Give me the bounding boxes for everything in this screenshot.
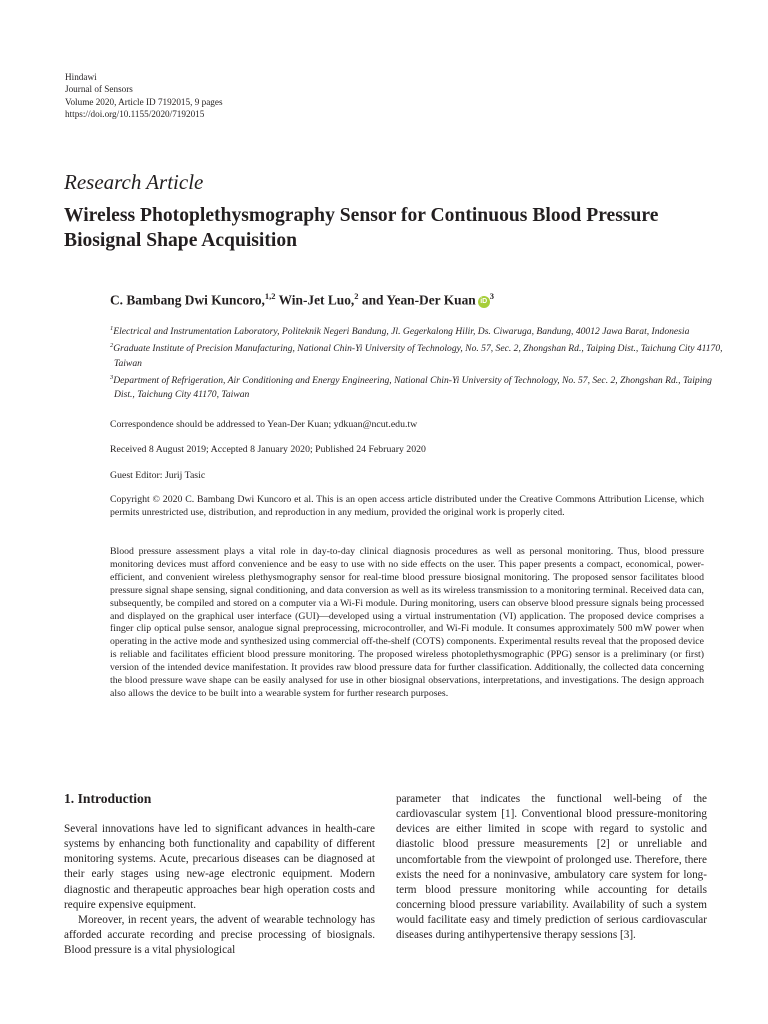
author-affil-ref: 1,2	[264, 291, 276, 301]
guest-editor: Guest Editor: Jurij Tasic	[110, 470, 206, 481]
affiliation-number: 1	[110, 325, 114, 332]
doi-link[interactable]: https://doi.org/10.1155/2020/7192015	[65, 108, 205, 119]
author-name: Win-Jet Luo,	[278, 292, 355, 308]
correspondence: Correspondence should be addressed to Yean-Der Kuan; ydkuan@ncut.edu.tw	[110, 419, 418, 430]
author-affil-ref: 3	[489, 291, 494, 301]
publication-dates: Received 8 August 2019; Accepted 8 January 2020; Published 24 February 2020	[110, 444, 426, 455]
journal-name: Journal of Sensors	[65, 84, 133, 95]
volume-line: Volume 2020, Article ID 7192015, 9 pages	[65, 96, 223, 107]
article-title: Wireless Photoplethysmography Sensor for Continuous Blood Pressure Biosignal Shape Acquisition	[64, 205, 659, 251]
affiliation-text: Electrical and Instrumentation Laboratory, Politeknik Negeri Bandung, Jl. Gegerkalong Hilir, Ds. Ciwaruga, Bandung, 40012 Jawa Barat, Indonesia	[113, 326, 690, 338]
author-name: and Yean-Der Kuan	[361, 292, 476, 308]
affiliation	[110, 322, 730, 339]
abstract: Blood pressure assessment plays a vital role in day-to-day clinical diagnosis procedures as well as personal monitoring. Thus, blood pressure monitoring devices must afford convenience and be easy to use with no side effects on the user. This paper presents a compact, economical, power-efficient, and convenient wireless plethysmography sensor for real-time blood pressure biosignal monitoring. The proposed sensor facilitates blood pressure signal shape sensing, signal conditioning, and data conversion as well as its wireless transmission to a monitoring terminal. Received data can, subsequently, be compiled and stored on a computer via a Wi-Fi module. During monitoring, users can observe blood pressure signals being processed and displayed on the graphical user interface (GUI)—developed using a virtual instrumentation (VI) application. The proposed device comprises a finger clip optical pulse sensor, analogue signal preprocessing, microcontroller, and Wi-Fi module. It consumes approximately 500 mW power when operating in the active mode and synthesized using commercial off-the-shelf (COTS) components. Experimental results reveal that the proposed device is reliable and facilitates efficient blood pressure monitoring. The proposed wireless photoplethysmographic (PPG) sensor is a preliminary (or first) version of the intended device manifestation. It provides raw blood pressure data for further classification. Additionally, the collected data concerning the blood pressure wave shape can be easily analysed for use in other biosignal observations, interpretations, and investigations. The design approach also allows the device to be built into a wearable system for further research purposes.	[110, 546, 704, 699]
affiliation-text: Graduate Institute of Precision Manufacturing, National Chin-Yi University of Technology, No. 57, Sec. 2, Zhongshan Rd., Taiping Dist., Taichung City 41170, Taiwan	[113, 343, 723, 369]
affiliations	[110, 322, 730, 403]
author-affil-ref: 2	[354, 291, 359, 301]
body-column-left	[64, 822, 375, 958]
copyright-notice: Copyright © 2020 C. Bambang Dwi Kuncoro et al. This is an open access article distributed under the Creative Commons Attribution License, which permits unrestricted use, distribution, and reproduction in any medium, provided the original work is properly cited.	[110, 494, 704, 519]
body-paragraph: parameter that indicates the functional well-being of the cardiovascular system [1]. Conventional blood pressure-monitoring devices are either limited in scope with regard to systolic and diastolic blood pressure measurements [2] or unreliable and uncomfortable from the viewpoint of prolonged use. Therefore, there exists the need for a noninvasive, ambulatory care system for long-term blood pressure monitoring while accounting for details concerning blood pressure variability. Availability of such a system would facilitate easy and timely prediction of serious cardiovascular diseases during antihypertensive therapy sessions [3].	[396, 793, 707, 942]
affiliation-number: 3	[110, 373, 114, 381]
author-name: C. Bambang Dwi Kuncoro,	[110, 292, 265, 308]
body-column-right	[396, 792, 707, 944]
affiliation	[110, 371, 730, 403]
author-list	[110, 291, 494, 308]
section-heading: 1. Introduction	[64, 791, 152, 806]
article-type: Research Article	[64, 170, 204, 194]
body-paragraph: Several innovations have led to significant advances in health-care systems by enhancing both functionality and capability of different monitoring systems. Acute, precarious diseases can be diagnosed at their early stages using new-age electronic equipment. Modern diagnostic and therapeutic approaches bear high operation costs and require expensive equipment.	[64, 823, 375, 911]
journal-meta	[65, 71, 223, 120]
publisher-name: Hindawi	[65, 72, 97, 82]
affiliation-text: Department of Refrigeration, Air Conditioning and Energy Engineering, National Chin-Yi University of Technology, No. 57, Sec. 2, Zhongshan Rd., Taiping Dist., Taichung City 41170, Taiwan	[113, 375, 712, 401]
affiliation-number: 2	[110, 342, 114, 350]
body-paragraph: Moreover, in recent years, the advent of wearable technology has afforded accurate recording and precise processing of biosignals. Blood pressure is a vital physiological	[64, 913, 375, 957]
orcid-icon[interactable]: iD	[478, 296, 490, 308]
affiliation	[110, 339, 730, 371]
